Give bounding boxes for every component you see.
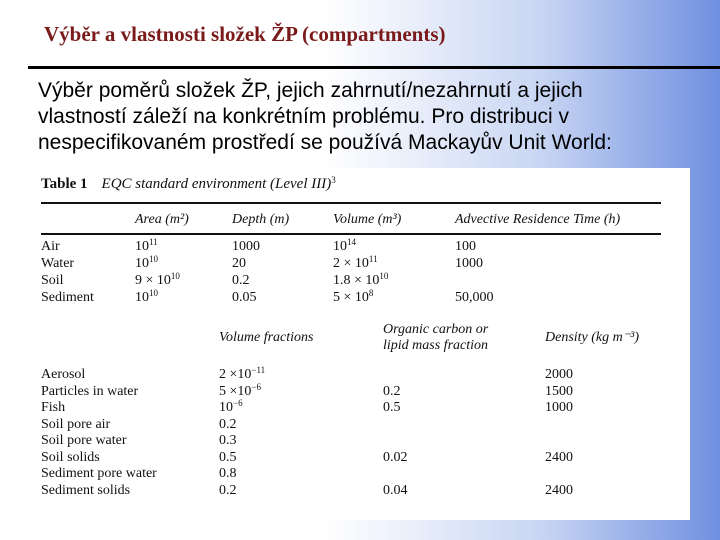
row-density — [545, 483, 573, 499]
table-caption — [41, 176, 336, 193]
header-volume: Volume (m³) — [333, 212, 402, 227]
row-depth — [232, 256, 246, 272]
header-depth: Depth (m) — [232, 212, 290, 227]
row-depth — [232, 290, 257, 306]
row-name — [41, 239, 60, 255]
row-name — [41, 367, 85, 383]
row-name-value: Aerosol — [41, 367, 86, 382]
row-area-exponent: 10 — [170, 271, 180, 281]
body-line: nespecifikovaném prostředí se používá Mackayův Unit World: — [38, 131, 612, 154]
eqc-table — [33, 168, 690, 520]
row-volume-exponent: 11 — [368, 254, 378, 264]
table-label: Table 1 — [41, 176, 88, 192]
row-area — [135, 256, 158, 272]
row-volume-fraction-value: 5 ×10 — [219, 383, 252, 399]
table-top-rule — [41, 202, 661, 204]
header-area: Area (m²) — [135, 212, 189, 227]
row-organic-fraction — [383, 400, 401, 416]
row-depth-value: 0.2 — [232, 273, 250, 288]
row-name — [41, 466, 157, 482]
row-volume-value: 5 × 10 — [333, 290, 369, 305]
row-name — [41, 450, 100, 466]
row-organic-fraction-value: 0.5 — [383, 400, 401, 415]
row-volume-exponent: 14 — [347, 237, 356, 247]
row-name — [41, 417, 110, 433]
row-volume-fraction-exponent: −6 — [251, 381, 261, 392]
row-density-value: 1000 — [545, 400, 573, 415]
row-depth — [232, 239, 260, 255]
row-name-value: Soil — [41, 273, 64, 288]
row-organic-fraction — [383, 450, 408, 466]
row-depth — [232, 273, 250, 289]
row-volume-fraction-value: 0.2 — [219, 482, 237, 498]
row-density — [545, 384, 573, 400]
row-volume — [333, 239, 356, 255]
header-density: Density (kg m⁻³) — [545, 330, 640, 345]
row-name-value: Sediment pore water — [41, 466, 157, 481]
row-volume-fraction-value: 0.8 — [219, 466, 237, 481]
row-name-value: Sediment — [41, 290, 94, 305]
row-organic-fraction — [383, 483, 408, 499]
row-name — [41, 400, 65, 416]
title-divider — [28, 66, 720, 69]
row-volume-fraction — [219, 400, 243, 416]
row-organic-fraction — [383, 384, 401, 400]
row-volume-fraction-value: 0.3 — [219, 433, 237, 448]
row-volume-value: 2 × 10 — [333, 256, 369, 271]
row-volume-exponent: 10 — [379, 271, 389, 281]
row-volume-fraction-value: 0.2 — [219, 416, 237, 432]
table-title: EQC standard environment (Level III) — [101, 176, 332, 192]
row-area-exponent: 10 — [149, 288, 158, 298]
row-depth-value: 0.05 — [232, 290, 257, 305]
row-name — [41, 384, 138, 400]
row-volume-fraction — [219, 466, 237, 482]
header-rule — [41, 233, 661, 235]
row-volume-fraction-value: 0.5 — [219, 449, 237, 465]
row-residence — [455, 239, 476, 255]
row-residence — [455, 256, 483, 272]
row-residence-value: 100 — [455, 239, 476, 254]
row-volume-fraction — [219, 417, 237, 433]
row-name-value: Soil solids — [41, 449, 100, 465]
header-volume-fractions: Volume fractions — [219, 330, 314, 345]
row-volume — [333, 256, 378, 272]
row-volume — [333, 290, 373, 306]
row-organic-fraction-value: 0.02 — [383, 449, 408, 465]
row-density — [545, 367, 573, 383]
row-density-value: 2400 — [545, 482, 573, 498]
row-name-value: Air — [41, 239, 60, 254]
row-name-value: Soil pore water — [41, 433, 127, 448]
row-volume-value: 10 — [333, 239, 347, 254]
row-volume — [333, 273, 388, 289]
body-text — [38, 78, 714, 156]
row-organic-fraction-value: 0.04 — [383, 482, 408, 498]
row-area-value: 10 — [135, 256, 149, 271]
row-area — [135, 273, 180, 289]
row-residence-value: 1000 — [455, 256, 483, 271]
row-name — [41, 483, 130, 499]
row-name-value: Water — [41, 256, 75, 271]
row-name — [41, 290, 94, 306]
row-residence-value: 50,000 — [455, 290, 494, 305]
row-area-value: 9 × 10 — [135, 273, 171, 288]
row-depth-value: 1000 — [232, 239, 260, 254]
row-volume-fraction-value: 10 — [219, 400, 233, 415]
row-organic-fraction-value: 0.2 — [383, 383, 401, 399]
row-volume-fraction-exponent: −11 — [251, 365, 266, 375]
row-volume-fraction — [219, 433, 237, 449]
row-volume-fraction-value: 2 ×10 — [219, 367, 252, 382]
row-name-value: Soil pore air — [41, 416, 111, 432]
row-volume-fraction — [219, 450, 237, 466]
body-line: vlastností záleží na konkrétním problému. Pro distribuci v — [38, 105, 570, 128]
row-name-value: Sediment solids — [41, 482, 131, 498]
row-density-value: 2400 — [545, 449, 573, 465]
row-area — [135, 290, 158, 306]
row-density — [545, 400, 573, 416]
row-density — [545, 450, 573, 466]
header-organic-line1: Organic carbon or — [383, 322, 489, 337]
body-line: Výběr poměrů složek ŽP, jejich zahrnutí/nezahrnutí a jejich — [38, 79, 583, 102]
row-volume-value: 1.8 × 10 — [333, 273, 380, 288]
row-area-exponent: 10 — [149, 254, 158, 264]
row-name — [41, 433, 127, 449]
row-name-value: Fish — [41, 400, 66, 415]
row-name — [41, 273, 64, 289]
slide-title: Výběr a vlastnosti složek ŽP (compartments) — [44, 22, 446, 46]
row-area-exponent: 11 — [149, 237, 158, 247]
row-volume-exponent: 8 — [368, 288, 374, 298]
row-area — [135, 239, 158, 255]
row-volume-fraction-exponent: −6 — [233, 398, 243, 408]
table-title-footnote: 3 — [331, 175, 336, 185]
row-depth-value: 20 — [232, 256, 246, 271]
header-residence: Advective Residence Time (h) — [455, 212, 621, 227]
row-area-value: 10 — [135, 239, 149, 254]
header-organic-line2: lipid mass fraction — [383, 338, 489, 353]
row-density-value: 1500 — [545, 383, 573, 399]
row-name — [41, 256, 74, 272]
row-volume-fraction — [219, 483, 237, 499]
row-name-value: Particles in water — [41, 383, 139, 399]
row-residence — [455, 290, 494, 306]
row-area-value: 10 — [135, 290, 149, 305]
row-density-value: 2000 — [545, 367, 573, 382]
